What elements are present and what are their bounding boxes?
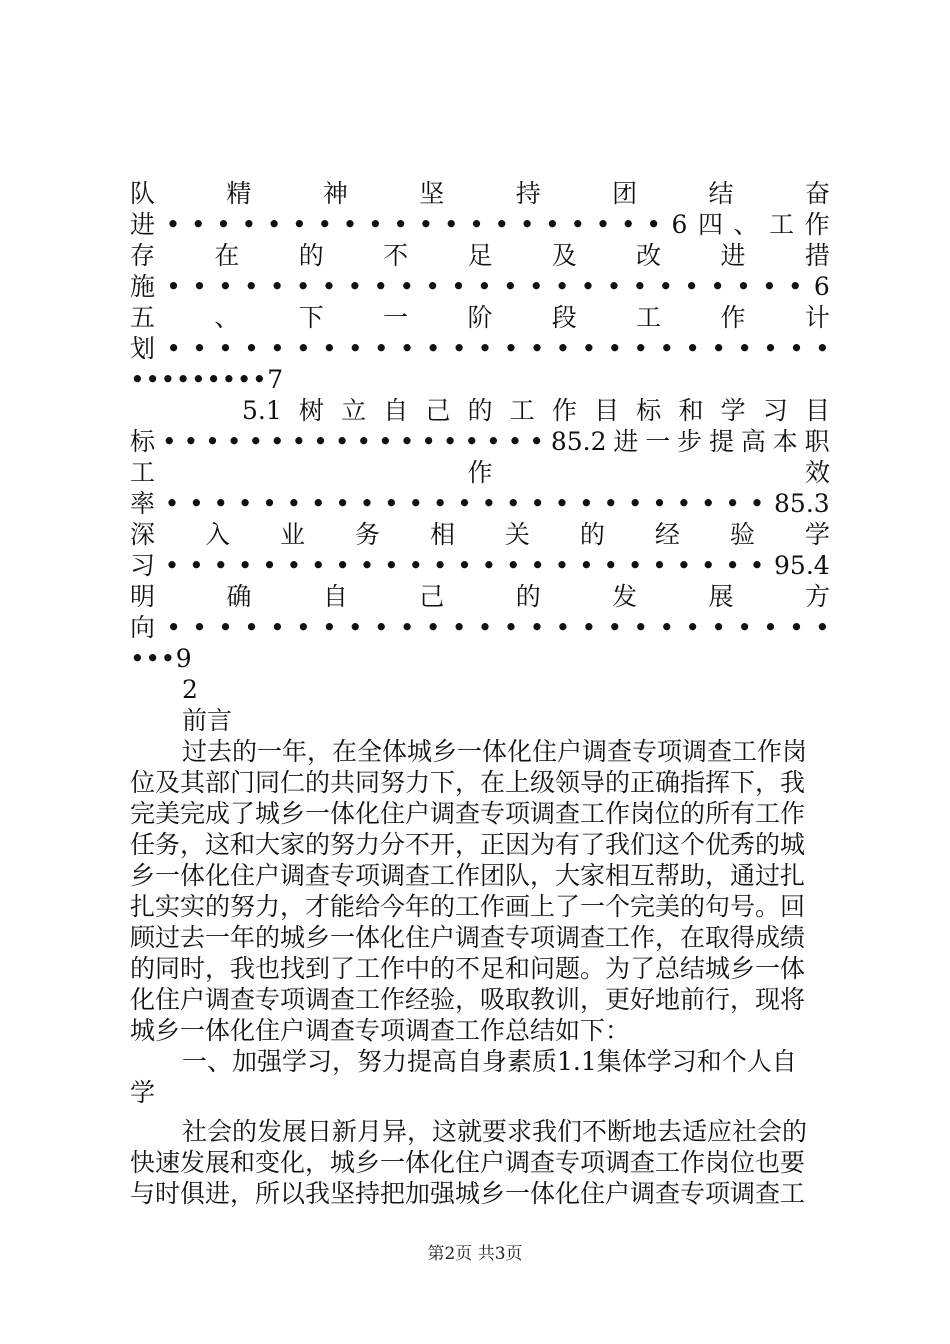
toc-glyph: 划 bbox=[130, 334, 156, 363]
toc-glyph: • bbox=[579, 489, 594, 518]
toc-glyph: 作 bbox=[804, 210, 830, 239]
paragraph-line: 的同时，我也找到了工作中的不足和问题。为了总结城乡一体 bbox=[130, 954, 806, 983]
toc-glyph: 目 bbox=[804, 396, 830, 425]
toc-glyph: • bbox=[189, 489, 204, 518]
toc-glyph: 85.3 bbox=[774, 489, 830, 518]
toc-glyph: 作 bbox=[720, 303, 746, 332]
toc-glyph: 习 bbox=[130, 551, 156, 580]
toc-glyph: • bbox=[241, 210, 257, 239]
toc-glyph: 五 bbox=[130, 303, 156, 332]
toc-glyph: • bbox=[335, 551, 351, 580]
toc-glyph: • bbox=[607, 334, 623, 363]
toc-glyph: 坚 bbox=[419, 179, 445, 208]
toc-glyph: 学 bbox=[720, 396, 746, 425]
toc-glyph: • bbox=[749, 551, 765, 580]
toc-glyph: • bbox=[373, 272, 389, 301]
toc-glyph: 自 bbox=[383, 396, 409, 425]
toc-line bbox=[130, 178, 830, 209]
toc-glyph: 的 bbox=[579, 520, 605, 549]
toc-glyph: • bbox=[291, 427, 307, 456]
toc-glyph: • bbox=[317, 210, 333, 239]
toc-glyph: • bbox=[425, 272, 440, 301]
toc-glyph: 的 bbox=[298, 241, 324, 270]
toc-glyph: • bbox=[310, 489, 326, 518]
toc-glyph: • bbox=[243, 272, 259, 301]
toc-line bbox=[130, 519, 830, 550]
toc-glyph: 树 bbox=[298, 396, 324, 425]
toc-glyph: • bbox=[359, 489, 375, 518]
toc-glyph: • bbox=[554, 272, 570, 301]
toc-glyph: • bbox=[658, 272, 674, 301]
toc-glyph: • bbox=[217, 272, 233, 301]
toc-line bbox=[130, 612, 830, 643]
toc-line bbox=[130, 457, 830, 488]
toc-glyph: 职 bbox=[804, 427, 830, 456]
paragraph-line: 社会的发展日新月异，这就要求我们不断地去适应社会的 bbox=[182, 1117, 808, 1146]
toc-glyph: • bbox=[183, 427, 199, 456]
toc-glyph: • bbox=[451, 334, 467, 363]
toc-glyph: 业 bbox=[279, 520, 305, 549]
toc-glyph: • bbox=[676, 489, 692, 518]
toc-glyph: • bbox=[787, 272, 803, 301]
toc-glyph: • bbox=[505, 489, 521, 518]
toc-glyph: • bbox=[237, 551, 253, 580]
toc-glyph: 效 bbox=[804, 458, 830, 487]
toc-glyph: 步 bbox=[677, 427, 703, 456]
toc-glyph: • bbox=[710, 272, 725, 301]
paragraph-line: 过去的一年，在全体城乡一体化住户调查专项调查工作岗 bbox=[182, 737, 808, 766]
toc-glyph: • bbox=[519, 210, 535, 239]
toc-glyph: 立 bbox=[341, 396, 367, 425]
toc-glyph: • bbox=[581, 613, 597, 642]
toc-glyph: • bbox=[164, 489, 180, 518]
toc-glyph: • bbox=[607, 613, 623, 642]
toc-glyph: 段 bbox=[551, 303, 577, 332]
toc-glyph: 发 bbox=[612, 582, 638, 611]
paragraph-line: 快速发展和变化，城乡一体化住户调查专项调查工作岗位也要 bbox=[130, 1148, 806, 1177]
toc-glyph: • bbox=[226, 427, 242, 456]
toc-glyph: 深 bbox=[130, 520, 156, 549]
toc-glyph: • bbox=[646, 210, 661, 239]
toc-glyph: • bbox=[295, 334, 311, 363]
toc-glyph: • bbox=[393, 210, 408, 239]
toc-glyph: 计 bbox=[804, 303, 830, 332]
toc-glyph: • bbox=[442, 427, 458, 456]
toc-glyph: • bbox=[725, 489, 741, 518]
toc-glyph: • bbox=[189, 551, 204, 580]
toc-glyph: 己 bbox=[419, 582, 445, 611]
toc-glyph: • bbox=[166, 613, 181, 642]
toc-glyph: • bbox=[321, 272, 337, 301]
toc-glyph: • bbox=[815, 334, 830, 363]
paragraph-line: 顾过去一年的城乡一体化住户调查专项调查工作，在取得成绩 bbox=[130, 923, 806, 952]
toc-glyph: • bbox=[334, 427, 350, 456]
toc-glyph: • bbox=[570, 210, 586, 239]
toc-glyph: 高 bbox=[740, 427, 766, 456]
toc-line bbox=[130, 488, 830, 519]
toc-glyph: 奋 bbox=[804, 179, 830, 208]
toc-glyph: • bbox=[481, 551, 497, 580]
toc-glyph: • bbox=[451, 272, 466, 301]
toc-glyph: • bbox=[700, 551, 716, 580]
toc-glyph: • bbox=[529, 334, 545, 363]
section-heading-preface: 前言 bbox=[182, 706, 233, 735]
toc-glyph: • bbox=[627, 551, 643, 580]
toc-glyph: 向 bbox=[130, 613, 156, 642]
paragraph-line: 城乡一体化住户调查专项调查工作总结如下： bbox=[130, 1016, 631, 1045]
toc-glyph: • bbox=[425, 613, 441, 642]
toc-glyph: 验 bbox=[729, 520, 755, 549]
toc-glyph: 95.4 bbox=[774, 551, 830, 580]
toc-glyph: • bbox=[321, 334, 337, 363]
toc-glyph: • bbox=[262, 551, 277, 580]
toc-glyph: • bbox=[581, 334, 597, 363]
toc-glyph: • bbox=[505, 551, 521, 580]
toc-glyph: • bbox=[347, 613, 363, 642]
toc-glyph: • bbox=[377, 427, 393, 456]
toc-glyph: 标 bbox=[130, 427, 156, 456]
toc-glyph: • bbox=[736, 272, 751, 301]
toc-glyph: • bbox=[192, 272, 207, 301]
toc-glyph: 下 bbox=[298, 303, 324, 332]
toc-glyph: • bbox=[700, 489, 716, 518]
toc-glyph: • bbox=[399, 272, 415, 301]
toc-glyph: 一 bbox=[383, 303, 409, 332]
toc-line bbox=[130, 302, 830, 333]
toc-glyph: • bbox=[269, 272, 285, 301]
toc-glyph: • bbox=[580, 272, 596, 301]
toc-glyph: • bbox=[161, 427, 177, 456]
toc-glyph: • bbox=[266, 210, 282, 239]
toc-glyph: 明 bbox=[130, 582, 156, 611]
toc-glyph: • bbox=[503, 613, 519, 642]
toc-glyph: 不 bbox=[383, 241, 409, 270]
toc-glyph: • bbox=[342, 210, 358, 239]
toc-glyph: • bbox=[421, 427, 436, 456]
toc-glyph: 标 bbox=[636, 396, 662, 425]
toc-glyph: • bbox=[530, 489, 546, 518]
paragraph-line: 完美完成了城乡一体化住户调查专项调查工作岗位的所有工作 bbox=[130, 799, 806, 828]
toc-glyph: • bbox=[603, 489, 619, 518]
toc-glyph: • bbox=[205, 427, 220, 456]
page-footer: 第2页 共3页 bbox=[427, 1244, 523, 1264]
toc-line bbox=[130, 333, 830, 364]
toc-glyph: • bbox=[763, 334, 778, 363]
toc-glyph: 的 bbox=[515, 582, 541, 611]
toc-line bbox=[130, 426, 830, 457]
toc-glyph: • bbox=[399, 334, 415, 363]
toc-line bbox=[130, 395, 830, 426]
toc-glyph: • bbox=[408, 489, 424, 518]
toc-glyph: • bbox=[685, 334, 701, 363]
toc-glyph: • bbox=[213, 489, 229, 518]
toc-glyph: • bbox=[248, 427, 264, 456]
toc-glyph: 四 bbox=[697, 210, 723, 239]
toc-glyph: 工 bbox=[636, 303, 662, 332]
toc-glyph: • bbox=[530, 551, 546, 580]
toc-glyph: 存 bbox=[130, 241, 156, 270]
toc-glyph: • bbox=[789, 334, 804, 363]
paragraph-line: 与时俱进，所以我坚持把加强城乡一体化住户调查专项调查工 bbox=[130, 1179, 806, 1208]
toc-glyph: 提 bbox=[709, 427, 735, 456]
toc-glyph: • bbox=[218, 613, 233, 642]
toc-glyph: 经 bbox=[654, 520, 680, 549]
toc-glyph: 关 bbox=[504, 520, 530, 549]
toc-glyph: 方 bbox=[804, 582, 830, 611]
toc-glyph: • bbox=[494, 210, 510, 239]
toc-line bbox=[130, 581, 830, 612]
toc-glyph: • bbox=[685, 613, 701, 642]
toc-glyph: 、 bbox=[214, 303, 240, 332]
toc-glyph: 结 bbox=[708, 179, 734, 208]
toc-line bbox=[130, 209, 830, 240]
toc-glyph: • bbox=[399, 427, 415, 456]
toc-glyph: 工 bbox=[769, 210, 795, 239]
toc-glyph: • bbox=[815, 613, 830, 642]
toc-glyph: 进 bbox=[720, 241, 746, 270]
toc-glyph: 本 bbox=[772, 427, 798, 456]
toc-glyph: • bbox=[367, 210, 383, 239]
toc-glyph: • bbox=[486, 427, 501, 456]
toc-glyph: 和 bbox=[678, 396, 704, 425]
toc-glyph: • bbox=[166, 272, 181, 301]
toc-glyph: • bbox=[477, 613, 493, 642]
toc-glyph: • bbox=[425, 334, 441, 363]
toc-glyph: • bbox=[545, 210, 560, 239]
toc-glyph: • bbox=[725, 551, 741, 580]
toc-glyph: • bbox=[606, 272, 622, 301]
toc-glyph: • bbox=[763, 613, 778, 642]
toc-glyph: 85.2 bbox=[550, 427, 607, 456]
toc-glyph: 自 bbox=[322, 582, 348, 611]
toc-glyph: 改 bbox=[636, 241, 662, 270]
toc-glyph: • bbox=[166, 334, 181, 363]
toc-glyph: • bbox=[237, 489, 253, 518]
toc-glyph: • bbox=[213, 551, 229, 580]
toc-glyph: • bbox=[310, 551, 326, 580]
toc-glyph: • bbox=[528, 272, 544, 301]
paragraph-line: 乡一体化住户调查专项调查工作团队，大家相互帮助，通过扎 bbox=[130, 861, 806, 890]
toc-glyph: • bbox=[384, 551, 399, 580]
toc-glyph: • bbox=[313, 427, 328, 456]
toc-page-number: 2 bbox=[182, 675, 198, 704]
toc-glyph: • bbox=[190, 210, 206, 239]
toc-glyph: • bbox=[659, 613, 675, 642]
toc-glyph: • bbox=[603, 551, 619, 580]
toc-glyph: 5.1 bbox=[242, 396, 282, 425]
toc-glyph: • bbox=[347, 334, 363, 363]
toc-glyph: • bbox=[218, 334, 233, 363]
toc-glyph: • bbox=[244, 334, 259, 363]
toc-glyph: • bbox=[529, 613, 545, 642]
toc-glyph: • bbox=[292, 210, 307, 239]
toc-glyph: • bbox=[347, 272, 363, 301]
toc-glyph: • bbox=[469, 210, 484, 239]
toc-glyph: • bbox=[359, 551, 375, 580]
toc-glyph: 持 bbox=[515, 179, 541, 208]
toc-glyph: • bbox=[432, 551, 448, 580]
toc-glyph: • bbox=[633, 613, 649, 642]
toc-glyph: • bbox=[418, 210, 434, 239]
paragraph-line: 任务，这和大家的努力分不开，正因为有了我们这个优秀的城 bbox=[130, 830, 806, 859]
toc-glyph: • bbox=[684, 272, 700, 301]
toc-glyph: • bbox=[399, 613, 415, 642]
toc-glyph: 确 bbox=[226, 582, 252, 611]
toc-glyph: • bbox=[737, 613, 752, 642]
toc-line: •••••••••7 bbox=[130, 365, 284, 394]
toc-glyph: • bbox=[503, 334, 519, 363]
toc-glyph: • bbox=[457, 489, 472, 518]
toc-glyph: • bbox=[502, 272, 518, 301]
toc-glyph: • bbox=[749, 489, 765, 518]
toc-glyph: 展 bbox=[708, 582, 734, 611]
toc-glyph: • bbox=[620, 210, 636, 239]
toc-glyph: 相 bbox=[429, 520, 455, 549]
toc-glyph: • bbox=[789, 613, 804, 642]
toc-glyph: 作 bbox=[467, 458, 493, 487]
toc-glyph: 足 bbox=[467, 241, 493, 270]
toc-glyph: • bbox=[652, 551, 667, 580]
toc-glyph: • bbox=[443, 210, 459, 239]
toc-glyph: 入 bbox=[204, 520, 230, 549]
toc-glyph: 精 bbox=[226, 179, 252, 208]
toc-glyph: 进 bbox=[130, 210, 156, 239]
toc-glyph: • bbox=[477, 272, 492, 301]
toc-glyph: 在 bbox=[214, 241, 240, 270]
toc-glyph: 阶 bbox=[467, 303, 493, 332]
toc-glyph: 措 bbox=[804, 241, 830, 270]
paragraph-line: 扎实实的努力，才能给今年的工作画上了一个完美的句号。回 bbox=[130, 892, 806, 921]
paragraph-line: 化住户调查专项调查工作经验，吸取教训，更好地前行，现将 bbox=[130, 985, 806, 1014]
toc-line bbox=[130, 271, 830, 302]
toc-glyph: 、 bbox=[733, 210, 759, 239]
paragraph-line: 位及其部门同仁的共同努力下，在上级领导的正确指挥下，我 bbox=[130, 768, 806, 797]
toc-glyph: • bbox=[632, 272, 648, 301]
toc-glyph: • bbox=[554, 489, 570, 518]
toc-glyph: • bbox=[464, 427, 480, 456]
toc-glyph: 6 bbox=[671, 210, 688, 239]
toc-glyph: • bbox=[356, 427, 372, 456]
toc-glyph: • bbox=[451, 613, 467, 642]
toc-glyph: 及 bbox=[551, 241, 577, 270]
toc-glyph: • bbox=[335, 489, 351, 518]
toc-glyph: 施 bbox=[130, 272, 156, 301]
toc-glyph: • bbox=[270, 334, 285, 363]
toc-glyph: • bbox=[555, 613, 571, 642]
toc-glyph: 团 bbox=[612, 179, 638, 208]
toc-glyph: • bbox=[269, 427, 285, 456]
toc-glyph: • bbox=[321, 613, 337, 642]
toc-glyph: • bbox=[295, 613, 311, 642]
toc-glyph: • bbox=[165, 210, 181, 239]
toc-glyph: 工 bbox=[130, 458, 156, 487]
toc-glyph: 己 bbox=[425, 396, 451, 425]
toc-glyph: 作 bbox=[551, 396, 577, 425]
toc-glyph: • bbox=[164, 551, 180, 580]
toc-line: •••9 bbox=[130, 644, 193, 673]
toc-glyph: • bbox=[481, 489, 497, 518]
toc-glyph: • bbox=[555, 334, 571, 363]
toc-glyph: • bbox=[192, 613, 207, 642]
toc-glyph: • bbox=[659, 334, 675, 363]
toc-glyph: 一 bbox=[645, 427, 671, 456]
toc-line bbox=[130, 240, 830, 271]
toc-glyph: • bbox=[711, 334, 726, 363]
section-heading-study-cont: 学 bbox=[130, 1078, 156, 1107]
toc-glyph: 工 bbox=[509, 396, 535, 425]
toc-glyph: 队 bbox=[130, 179, 156, 208]
toc-glyph: • bbox=[244, 613, 259, 642]
toc-glyph: • bbox=[652, 489, 667, 518]
toc-glyph: • bbox=[216, 210, 231, 239]
toc-glyph: • bbox=[270, 613, 285, 642]
toc-glyph: • bbox=[432, 489, 448, 518]
toc-glyph: • bbox=[737, 334, 752, 363]
toc-glyph: • bbox=[373, 613, 389, 642]
toc-glyph: • bbox=[554, 551, 570, 580]
toc-glyph: 习 bbox=[762, 396, 788, 425]
toc-glyph: 率 bbox=[130, 489, 156, 518]
toc-glyph: • bbox=[762, 272, 777, 301]
toc-glyph: 的 bbox=[467, 396, 493, 425]
toc-glyph: • bbox=[507, 427, 523, 456]
toc-glyph: • bbox=[295, 272, 311, 301]
toc-glyph: • bbox=[408, 551, 424, 580]
toc-glyph: • bbox=[262, 489, 277, 518]
toc-glyph: • bbox=[373, 334, 389, 363]
toc-glyph: • bbox=[457, 551, 472, 580]
toc-glyph: • bbox=[627, 489, 643, 518]
toc-glyph: • bbox=[595, 210, 611, 239]
toc-line bbox=[130, 550, 830, 581]
toc-glyph: 神 bbox=[322, 179, 348, 208]
toc-glyph: • bbox=[286, 489, 302, 518]
section-heading-study: 一、加强学习，努力提高自身素质1.1集体学习和个人自 bbox=[182, 1047, 797, 1076]
toc-glyph: • bbox=[384, 489, 399, 518]
toc-glyph: • bbox=[579, 551, 594, 580]
toc-glyph: 进 bbox=[613, 427, 639, 456]
toc-glyph: 务 bbox=[354, 520, 380, 549]
toc-glyph: • bbox=[192, 334, 207, 363]
toc-glyph: • bbox=[477, 334, 493, 363]
toc-glyph: • bbox=[286, 551, 302, 580]
paragraph-preface bbox=[130, 736, 830, 1046]
paragraph-study bbox=[130, 1116, 830, 1209]
page-content bbox=[130, 178, 830, 1209]
toc-glyph: • bbox=[633, 334, 649, 363]
toc-glyph: 学 bbox=[804, 520, 830, 549]
toc-glyph: • bbox=[676, 551, 692, 580]
toc-glyph: 目 bbox=[594, 396, 620, 425]
toc-glyph: 6 bbox=[813, 272, 830, 301]
toc-glyph: • bbox=[711, 613, 726, 642]
toc-glyph: • bbox=[529, 427, 544, 456]
